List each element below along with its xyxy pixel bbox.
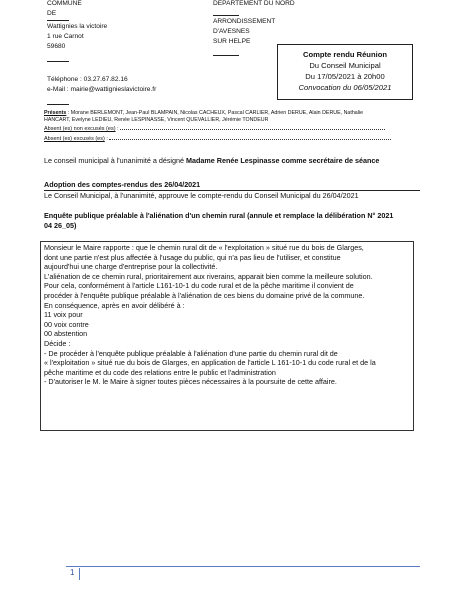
dotted-leader [109, 139, 391, 140]
meeting-subtitle: Du Conseil Municipal [309, 61, 381, 70]
vote-against: 00 voix contre [44, 319, 89, 329]
header-rule [47, 104, 69, 105]
secretary-designation: Le conseil municipal à l'unanimité a désigné Madame Renée Lespinasse comme secrétaire de séance [44, 156, 380, 165]
dotted-leader [120, 129, 385, 130]
commune-phone: Téléphone : 03.27.67.82.16 [47, 76, 128, 83]
footer-rule [66, 566, 420, 567]
department-label: DEPARTEMENT DU NORD [213, 0, 295, 7]
decision-label: Décide : [44, 338, 71, 348]
arrondissement-label: ARRONDISSEMENT [213, 18, 276, 25]
deliberation-line: Pour cela, conformément à l'article L161-10-1 du code rural et de la pêche maritime il convient de [44, 281, 354, 291]
deliberation-line: En conséquence, après en avoir délibéré à : [44, 300, 185, 310]
commune-postcode: 59680 [47, 43, 66, 50]
deliberation-line: pêche maritime et du code des relations entre le public et l'administration [44, 367, 276, 377]
section-text-adoption: Le Conseil Municipal, à l'unanimité, approuve le compte-rendu du Conseil Municipal du 26/04/2021 [44, 191, 359, 200]
present-names-1: : Morane BERLEMONT, Jean-Paul BLAMPAIN, Nicolas CACHEUX, Pascal CARLIER, Adrien DERUE, Alain DERUE, Nathalie [66, 110, 364, 116]
deliberation-line: - De procéder à l'enquête publique préalable à l'aliénation d'une partie du chemin rural dit de [44, 348, 338, 358]
vote-for: 11 voix pour [44, 310, 83, 320]
vote-abstention: 00 abstention [44, 329, 88, 339]
meeting-title: Compte rendu Réunion [303, 50, 387, 59]
meeting-date: Du 17/05/2021 à 20h00 [305, 72, 385, 81]
footer-separator [79, 568, 80, 580]
commune-de: DE [47, 10, 57, 17]
deliberation-line: Monsieur le Maire rapporte : que le chemin rural dit de « l'exploitation » situé rue du bois de Glarges, [44, 243, 364, 252]
meeting-title-box [277, 44, 413, 100]
deliberation-line: procéder à l'enquête publique préalable à l'aliénation de ces biens du domaine privé de la commune. [44, 290, 365, 300]
arrondissement-name: D'AVESNES [213, 28, 250, 35]
secretary-name: Madame Renée Lespinasse comme secrétaire de séance [186, 156, 380, 165]
page-number: 1 [70, 568, 75, 577]
deliberation-line: « l'exploitation » situé rue du bois de Glarges, en application de l'article L 161-10-1 du code rural et de la [44, 358, 376, 368]
commune-name: Wattignies la victoire [47, 23, 108, 30]
commune-address: 1 rue Carnot [47, 33, 84, 40]
present-line-1 [44, 110, 363, 117]
present-names-2: HANCART, Evelyne LEDIEU, Renée LESPINASSE, Vincent QUEVALLIER, Jérémie TONDEUR [44, 117, 269, 123]
section-title-adoption: Adoption des comptes-rendus des 26/04/2021 [44, 180, 201, 189]
deliberation-text [44, 243, 414, 387]
deliberation-line: aujourd'hui une charge d'entreprise pour la collectivité. [44, 262, 218, 272]
header-rule [213, 15, 239, 16]
header-rule [47, 61, 69, 62]
commune-label: COMMUNE [47, 0, 82, 7]
deliberation-line: - D'autoriser le M. le Maire à signer toutes pièces nécessaires à la poursuite de cette affaire. [44, 377, 337, 387]
convocation-date: Convocation du 06/05/2021 [298, 83, 392, 92]
deliberation-line: L'aliénation de ce chemin rural, prioritairement aux riverains, apparait bien comme la meilleure solution. [44, 271, 373, 281]
absent-non-excused-line: Absent (es) non excusés (es) : [44, 126, 385, 133]
deliberation-line: dont une partie n'est plus affectée à l'usage du public, qui n'a pas lieu de l'utiliser, et constitue [44, 252, 341, 262]
absent-excused-label: Absent (es) excusés (es) [44, 136, 105, 142]
header-rule [213, 55, 239, 56]
present-label: Présents [44, 110, 67, 116]
absent-excused-line: Absent (es) excusés (es) : [44, 136, 391, 143]
arrondissement-name-2: SUR HELPE [213, 38, 251, 45]
header-rule [47, 20, 69, 21]
section-title-enquete-1: Enquête publique préalable à l'aliénation d'un chemin rural (annule et remplace la délibération N° 2021 [44, 211, 394, 220]
section-title-enquete-2: 04 26_05) [44, 221, 77, 230]
commune-email: e-Mail : mairie@wattignieslavictoire.fr [47, 86, 157, 93]
absent-non-excused-label: Absent (es) non excusés (es) [44, 126, 116, 132]
